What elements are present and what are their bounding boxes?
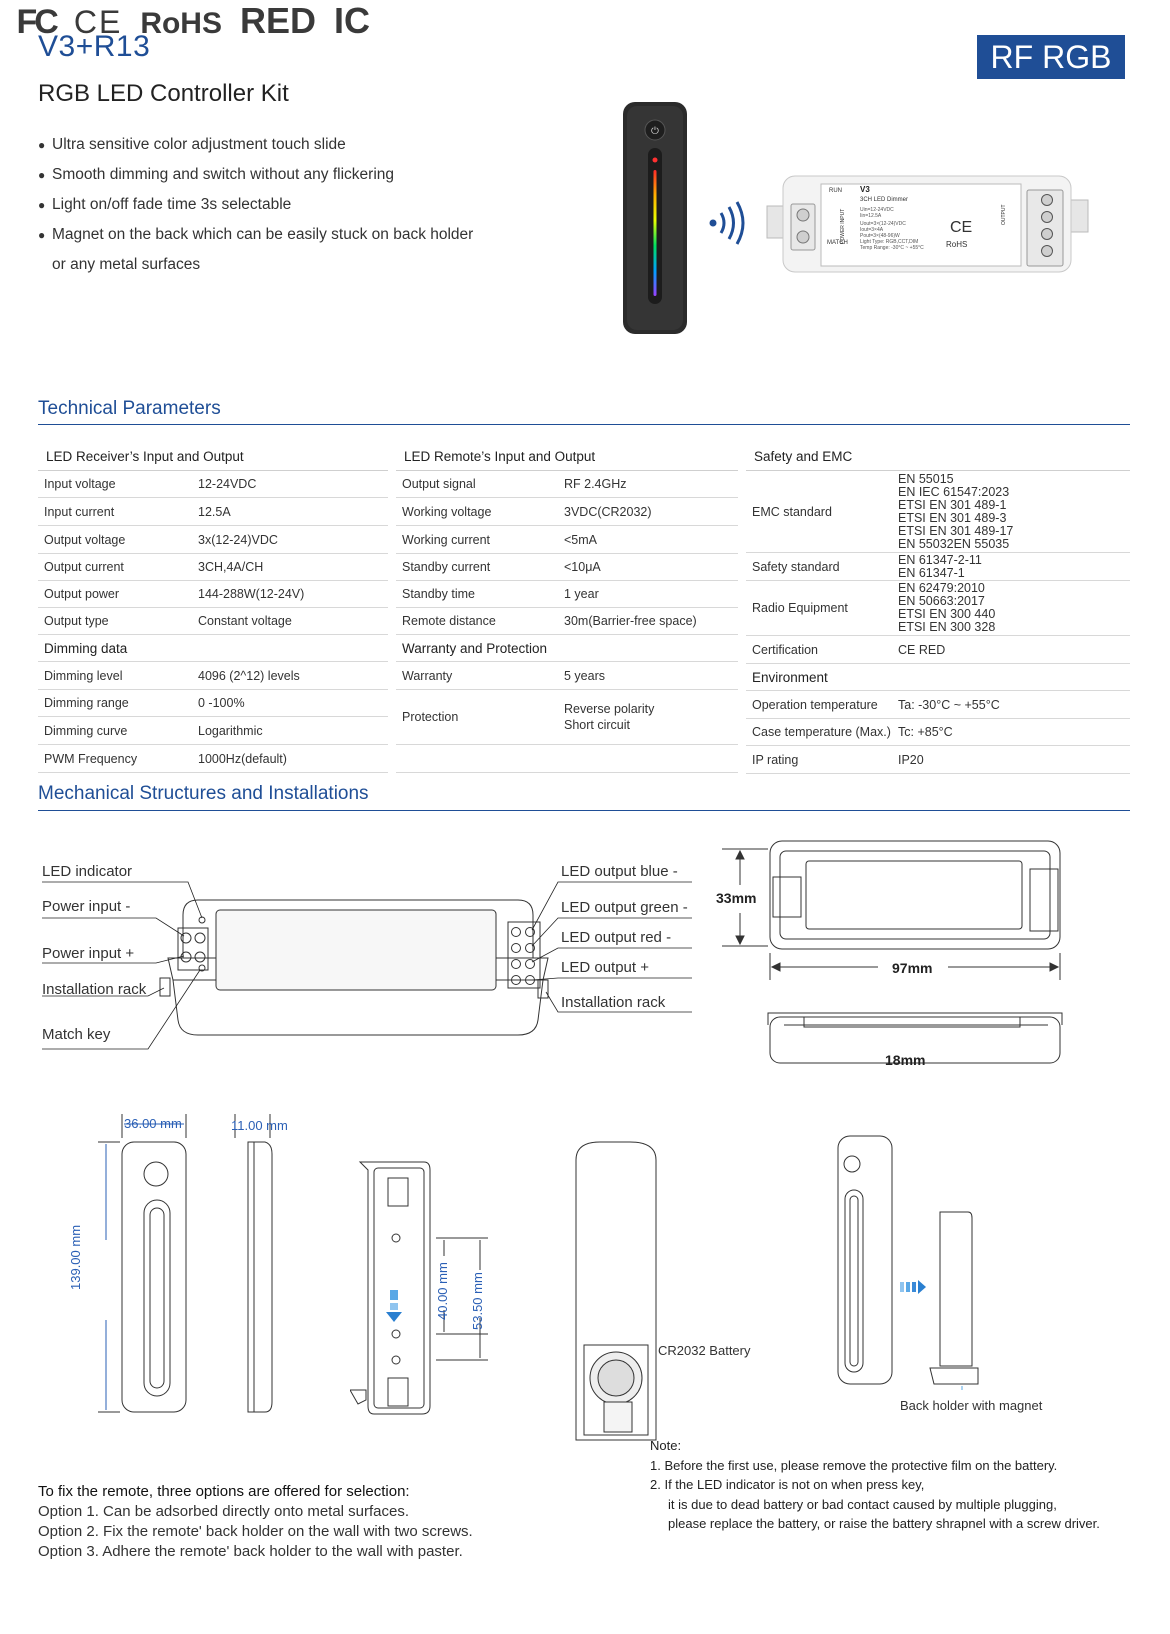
remote-table [396,445,738,773]
safety-table-title: Safety and EMC [746,445,1130,471]
label-led-output-red: LED output red - [561,929,672,946]
wireless-signal-icon [705,200,749,246]
product-model: V3+R13 [38,30,151,63]
warranty-subheader: Warranty and Protection [396,635,738,662]
feature-item: ● Ultra sensitive color adjustment touch slide [38,136,346,153]
label-power-input-minus: Power input - [42,898,131,915]
feature-list [38,130,473,279]
label-ce: CE [950,219,973,236]
option-item: Option 2. Fix the remote' back holder on the wall with two screws. [38,1523,473,1540]
receiver-dimension-diagram [718,835,1098,1080]
svg-text:Pout=3×(48-96)W: Pout=3×(48-96)W [860,233,900,239]
label-run: RUN [829,188,842,194]
section-title-mechanical: Mechanical Structures and Installations [38,783,369,804]
table-row: Working voltage 3VDC(CR2032) [396,498,738,526]
table-row: IP rating IP20 [746,746,1130,774]
table-row: Input current 12.5A [38,498,388,526]
table-row: Remote distance 30m(Barrier-free space) [396,608,738,635]
dimming-subheader: Dimming data [38,635,388,662]
table-row: Dimming level 4096 (2^12) levels [38,662,388,690]
options-title: To fix the remote, three options are offered for selection: [38,1483,410,1500]
rohs-logo: RoHS [140,7,222,40]
table-row: Output voltage 3x(12-24)VDC [38,526,388,554]
section-rule [38,424,1130,425]
label-rohs: RoHS [946,240,968,249]
note-line: 2. If the LED indicator is not on when press key, [650,1477,925,1492]
table-row: Standby time 1 year [396,581,738,608]
label-led-output-green: LED output green - [561,899,688,916]
ce-logo: CE [73,4,123,40]
rf-rgb-badge: RF RGB [977,35,1125,79]
svg-text:Iin=12.5A: Iin=12.5A [860,213,882,219]
label-cr2032-battery: CR2032 Battery [658,1343,751,1358]
remote-thickness-dimension: 11.00 mm [231,1118,288,1133]
holder-53mm-dimension: 53.50 mm [470,1272,485,1330]
ic-logo: IC [334,0,370,41]
table-row: Safety standard EN 61347-2-11 EN 61347-1 [746,553,1130,581]
environment-subheader: Environment [746,664,1130,691]
label-output: OUTPUT [1001,204,1007,225]
dimension-width: 97mm [892,960,933,976]
svg-text:Light Type: RGB,CCT,DIM: Light Type: RGB,CCT,DIM [860,239,919,245]
note-title: Note: [650,1438,682,1453]
table-row: Dimming range 0 -100% [38,690,388,717]
note-line: 1. Before the first use, please remove the protective film on the battery. [650,1457,1058,1473]
svg-text:Uout=3×(12-24)VDC: Uout=3×(12-24)VDC [860,221,906,227]
remote-table-title: LED Remote’s Input and Output [396,445,738,471]
remote-product-image [615,100,695,340]
mounting-options [38,1482,473,1562]
dimension-depth: 18mm [885,1052,926,1068]
label-model: V3 [860,185,870,194]
remote-width-dimension: 36.00 mm [124,1116,182,1131]
table-row: Input voltage 12-24VDC [38,471,388,498]
svg-text:Iout=3×4A: Iout=3×4A [860,227,884,233]
remote-with-holder-diagram [830,1130,1010,1390]
feature-item: ● Light on/off fade time 3s selectable [38,196,292,213]
label-installation-rack-right: Installation rack [561,994,666,1011]
label-installation-rack-left: Installation rack [42,981,147,998]
table-row: Case temperature (Max.) Tc: +85°C [746,719,1130,746]
table-row-empty [396,745,738,773]
label-led-output-blue: LED output blue - [561,863,678,880]
safety-table [746,445,1130,774]
table-row: Dimming curve Logarithmic [38,717,388,745]
section-rule [38,810,1130,811]
table-row: Output power 144-288W(12-24V) [38,581,388,608]
table-row: PWM Frequency 1000Hz(default) [38,745,388,773]
table-row: Standby current <10μA [396,554,738,581]
dimension-height: 33mm [716,890,757,906]
receiver-product-image [765,170,1090,280]
label-power-input: POWER INPUT [840,208,846,244]
feature-item: ● Smooth dimming and switch without any flickering [38,166,395,183]
remote-dimension-diagram [80,1110,290,1430]
label-name: 3CH LED Dimmer [860,197,909,203]
receiver-table-title: LED Receiver’s Input and Output [38,445,388,471]
table-row: Certification CE RED [746,636,1130,664]
table-row: Operation temperature Ta: -30°C ~ +55°C [746,691,1130,719]
holder-40mm-dimension: 40.00 mm [435,1262,450,1320]
fcc-logo: FC [16,3,56,41]
table-row: Output signal RF 2.4GHz [396,471,738,498]
label-back-holder: Back holder with magnet [900,1398,1043,1413]
product-subtitle: RGB LED Controller Kit [38,80,289,107]
feature-item: ● Magnet on the back which can be easily stuck on back holder [38,226,474,243]
label-match-key: Match key [42,1026,111,1043]
option-item: Option 3. Adhere the remote' back holder to the wall with paster. [38,1543,463,1560]
battery-compartment-diagram [570,1140,670,1450]
note-block [650,1436,1100,1534]
table-row: Working current <5mA [396,526,738,554]
label-led-output-plus: LED output + [561,959,649,976]
svg-text:Temp Range: -30°C ~ +55°C: Temp Range: -30°C ~ +55°C [860,245,924,251]
table-row: Radio Equipment EN 62479:2010 EN 50663:2017 ETSI EN 300 440 ETSI EN 300 328 [746,581,1130,636]
section-title-technical: Technical Parameters [38,398,221,419]
label-power-input-plus: Power input + [42,945,135,962]
note-line: it is due to dead battery or bad contact caused by multiple plugging, [668,1496,1057,1512]
red-logo: RED [239,0,316,41]
receiver-table [38,445,388,773]
label-led-indicator: LED indicator [42,863,133,880]
note-line: please replace the battery, or raise the battery shrapnel with a screw driver. [668,1516,1100,1531]
table-row: Warranty 5 years [396,662,738,690]
table-row: Protection Reverse polarity Short circuit [396,690,738,745]
remote-height-dimension: 139.00 mm [68,1224,83,1290]
svg-text:⏻: ⏻ [651,126,659,137]
table-row: Output current 3CH,4A/CH [38,554,388,581]
svg-text:Uin=12-24VDC: Uin=12-24VDC [860,207,894,213]
table-row: EMC standard EN 55015 EN IEC 61547:2023 ETSI EN 301 489-1 ETSI EN 301 489-3 ETSI EN 301 489-17 EN 55032EN 55035 [746,471,1130,553]
option-item: Option 1. Can be adsorbed directly onto metal surfaces. [38,1503,410,1520]
table-row: Output type Constant voltage [38,608,388,635]
label-match: MATCH [827,240,848,246]
feature-item: or any metal surfaces [52,256,201,273]
